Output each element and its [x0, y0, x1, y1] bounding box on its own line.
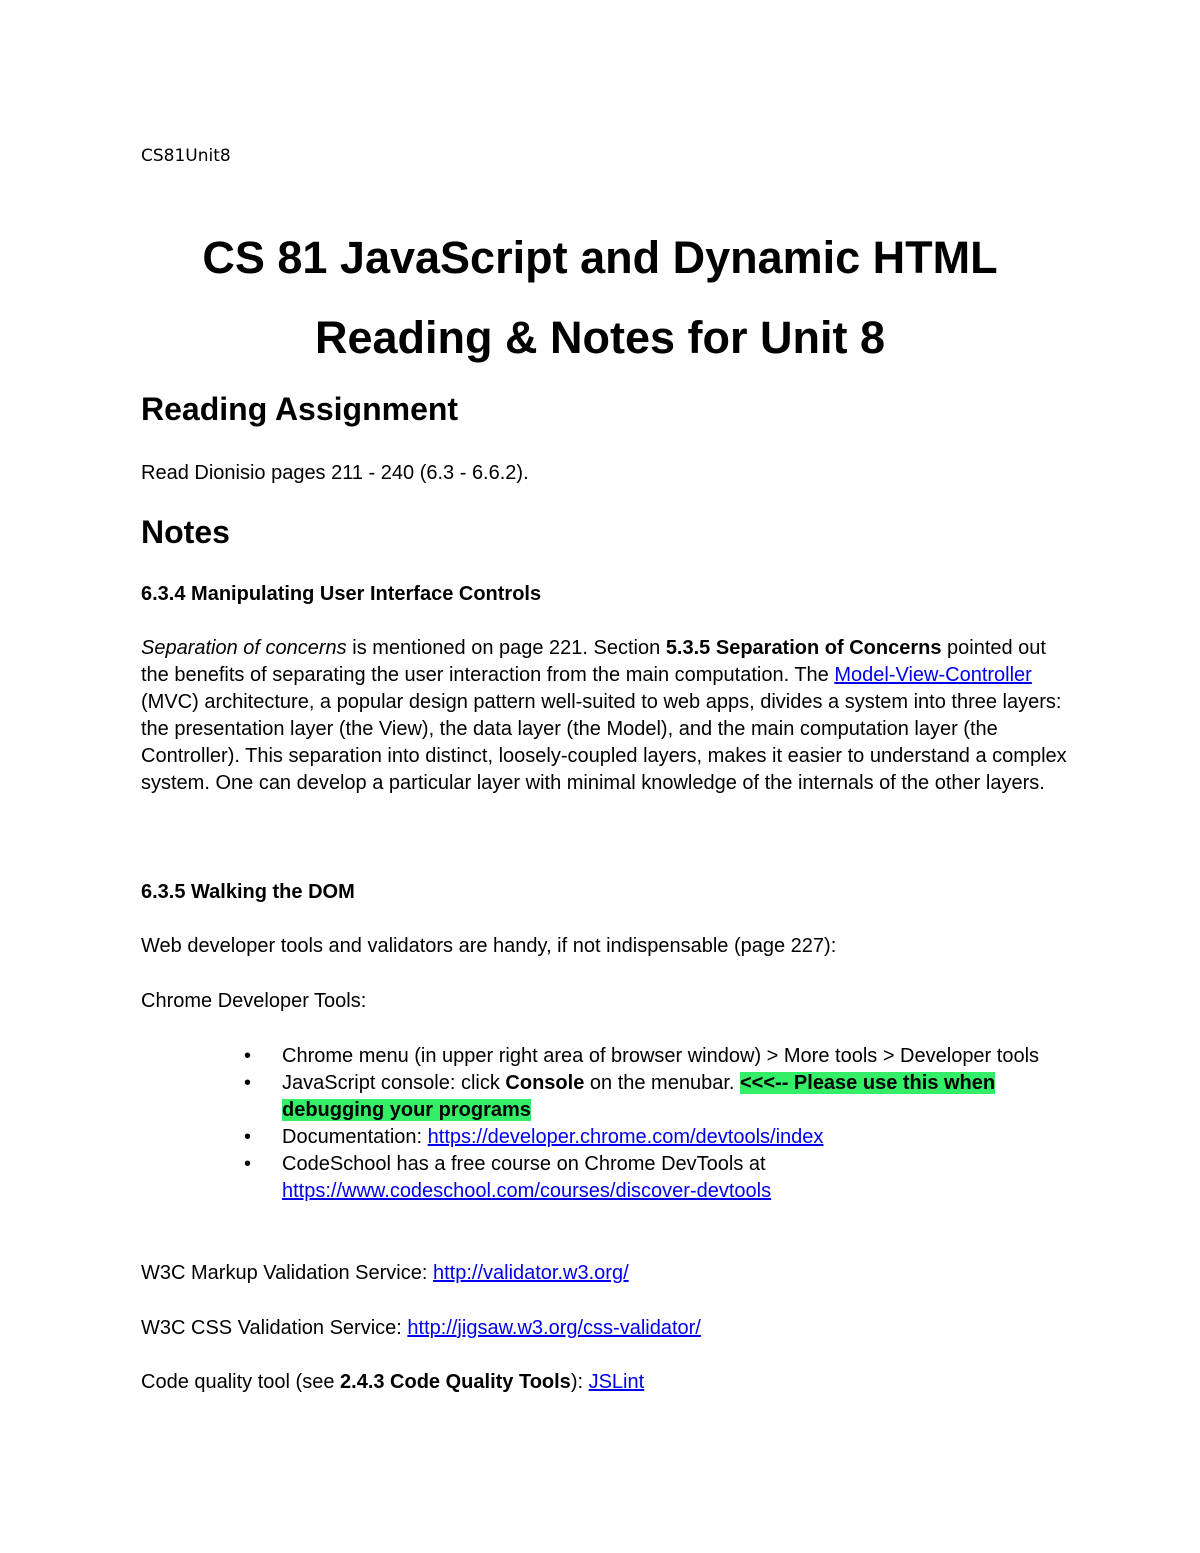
separation-of-concerns-term: Separation of concerns: [141, 637, 347, 659]
paragraph-text: is mentioned on page 221. Section: [346, 637, 666, 659]
list-item: [141, 1124, 1071, 1151]
w3c-markup-link[interactable]: http://validator.w3.org/: [432, 1262, 629, 1284]
bullet-icon: •: [244, 1153, 252, 1175]
codeschool-link[interactable]: https://www.codeschool.com/courses/discover-devtools: [282, 1180, 772, 1202]
code-quality-text: Code quality tool (see: [141, 1371, 341, 1393]
reading-assignment-heading: Reading Assignment: [141, 391, 459, 427]
list-item: [141, 1070, 1071, 1124]
list-item: [141, 1043, 1071, 1070]
section-ref-2-4-3: 2.4.3 Code Quality Tools: [340, 1371, 571, 1393]
paragraph-text: (MVC) architecture, a popular design pattern well-suited to web apps, divides a system into three layers: the presentation layer (the View), the data layer (the Model), and the main computation layer (the Controller). This separation into distinct, loosely-coupled layers, makes it easier to understand a complex system. One can develop a particular layer with minimal knowledge of the internals of the other layers.: [141, 691, 1067, 794]
list-item-text: Documentation:: [282, 1126, 428, 1148]
console-term: Console: [505, 1072, 585, 1094]
section-ref-5-3-5: 5.3.5 Separation of Concerns: [665, 637, 942, 659]
code-quality-text: ):: [570, 1371, 589, 1393]
section-6-3-4-paragraph: [141, 635, 1071, 797]
chrome-dev-tools-label: Chrome Developer Tools:: [141, 990, 367, 1012]
list-item-text: Chrome menu (in upper right area of browser window) > More tools > Developer tools: [282, 1045, 1040, 1067]
bullet-icon: •: [244, 1126, 252, 1148]
w3c-css-line: [141, 1315, 1071, 1342]
jslint-link[interactable]: JSLint: [588, 1371, 645, 1393]
devtools-docs-link[interactable]: https://developer.chrome.com/devtools/index: [427, 1126, 824, 1148]
notes-heading: Notes: [141, 514, 230, 550]
bullet-icon: •: [244, 1045, 252, 1067]
list-item: [141, 1151, 1071, 1205]
mvc-link[interactable]: Model-View-Controller: [834, 664, 1032, 686]
bullet-icon: •: [244, 1072, 252, 1094]
dev-tools-intro: Web developer tools and validators are handy, if not indispensable (page 227):: [141, 935, 837, 957]
list-item-text: JavaScript console: click: [282, 1072, 506, 1094]
page-title: CS 81 JavaScript and Dynamic HTML: [202, 232, 998, 283]
section-6-3-5-heading: 6.3.5 Walking the DOM: [141, 881, 355, 903]
debugging-highlight: <<<-- Please use this when debugging your programs: [282, 1072, 996, 1121]
w3c-markup-line: [141, 1260, 1071, 1287]
chrome-dev-tools-list: [141, 1043, 1071, 1205]
paragraph-text: pointed out the benefits of separating the user interaction from the main computation. The: [141, 637, 1046, 686]
code-quality-line: [141, 1369, 1071, 1396]
w3c-markup-label: W3C Markup Validation Service:: [141, 1262, 433, 1284]
section-6-3-4-heading: 6.3.4 Manipulating User Interface Controls: [141, 583, 542, 605]
reading-assignment-text: Read Dionisio pages 211 - 240 (6.3 - 6.6.2).: [141, 462, 529, 484]
list-item-text: CodeSchool has a free course on Chrome DevTools at: [282, 1153, 766, 1175]
page-subtitle: Reading & Notes for Unit 8: [314, 312, 886, 363]
list-item-text: on the menubar.: [584, 1072, 740, 1094]
w3c-css-label: W3C CSS Validation Service:: [141, 1317, 408, 1339]
header-label: CS81Unit8: [141, 146, 231, 166]
w3c-css-link[interactable]: http://jigsaw.w3.org/css-validator/: [407, 1317, 701, 1339]
